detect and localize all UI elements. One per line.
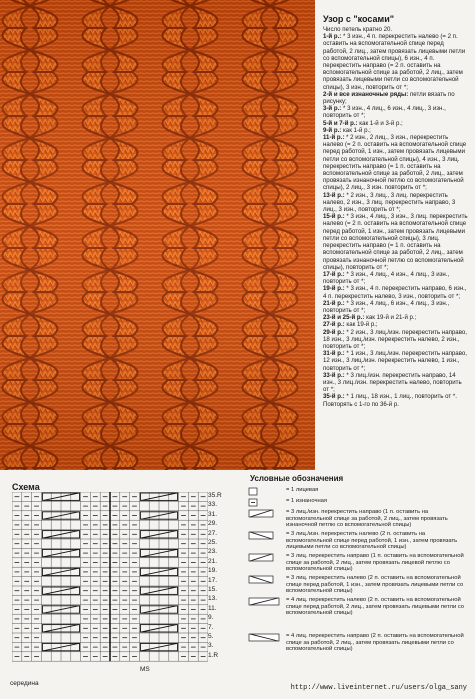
row-label: 5. — [208, 633, 214, 640]
row-label: 9. — [208, 614, 214, 622]
pattern-line: 31-й р.: * 1 изн., 3 лиц./изн. перекрестить направо, 12 изн., 3 лиц./изн. перекрестить налево, 1 изн., повторить от *; — [323, 350, 467, 372]
legend-symbol-c4r — [248, 597, 286, 607]
legend-text: = 4 лиц. перекрестить налево (2 п. оставить на вспомогательной спице перед работой, 2 лиц., затем провязать лицевыми петли со вспомогательной спицы) — [286, 597, 465, 617]
legend-text: = 3 лиц. перекрестить направо (1 п. оставить на вспомогательной спице за работой, 2 лиц., затем провязать лицевой петлю со вспомогательной спицы) — [286, 553, 464, 573]
legend-text: = 1 изнаночная — [286, 498, 328, 504]
knitted-sample-photo — [0, 0, 315, 470]
legend-title: Условные обозначения — [250, 474, 344, 483]
legend-item — [248, 597, 472, 617]
pattern-line: 15-й р.: * 3 изн., 4 лиц., 3 изн., 3 лиц. перекрестить налево (= 2 п. оставить на вспомогательной спице перед работой, 1 изн., затем провязать лицевыми петли со вспомогательной спицы), 3 лиц. перекрестить направо (= 1 п. оставить на вспомогательной спице за работой, 2 лиц., затем провязать изнаночной петлю со вспомогательной спицы), повторить от *; — [323, 213, 468, 271]
source-url: http://www.liveinternet.ru/users/olga_sany — [290, 684, 467, 692]
row-label: 21. — [208, 557, 218, 565]
legend-text: = 3 лиц. перекрестить налево (2 п. оставить на вспомогательной спице перед работой, 1 изн., затем провязать лицевыми петли со вспомогательной спицы) — [286, 575, 464, 595]
legend-text: = 3 лиц./изн. перекрестить направо (1 п. оставить на вспомогательной спице за работой, 2 лиц., затем провязать изнаночной петлю со вспомогательной спицы) — [286, 509, 448, 529]
row-label: 33. — [208, 501, 218, 509]
knitting-chart — [12, 492, 234, 678]
row-label: 25. — [208, 539, 218, 546]
pattern-line: Число петель кратно 20. — [323, 26, 393, 33]
legend-item — [248, 509, 472, 529]
pattern-instructions — [323, 14, 469, 474]
pattern-line: 29-й р.: * 2 изн., 3 лиц./изн. перекрестить направо, 18 изн., 3 лиц./изн. перекрестить налево, 2 изн., повторить от *; — [323, 328, 467, 350]
legend-symbol-dash — [248, 498, 286, 508]
pattern-line: 2-й и все изнаночные ряды: петли вязать по рисунку; — [323, 90, 455, 106]
legend-symbol-c4l — [248, 633, 286, 643]
pattern-line: 35-й р.: * 1 лиц., 18 изн., 1 лиц., повторить от *. Повторять с 1-го по 36-й р. — [323, 393, 457, 408]
row-label: 7. — [208, 623, 214, 631]
row-label: 23. — [208, 548, 218, 556]
legend-item — [248, 553, 472, 573]
pattern-line: 21-й р.: * 3 изн., 4 лиц., 6 изн., 4 лиц., 3 изн., повторить от *; — [323, 299, 450, 314]
pattern-line: 33-й р.: * 3 лиц./изн. перекрестить направо, 14 изн., 3 лиц./изн. перекрестить налево, повторить от *; — [323, 371, 462, 394]
chart-grid — [12, 492, 208, 662]
row-label: 31. — [208, 510, 218, 518]
row-label: 27. — [208, 529, 218, 537]
row-label: 11. — [208, 604, 217, 612]
legend-symbol-c3rk — [248, 553, 286, 563]
legend-item — [248, 575, 472, 595]
legend-item — [248, 487, 472, 497]
pattern-line: 13-й р.: * 2 изн., 3 лиц., 3 лиц. перекрестить налево, 2 изн., 3 лиц. перекрестить направо, 3 лиц., 3 изн., повторить от *; — [323, 191, 456, 214]
row-label: 1.R — [208, 651, 219, 659]
schema-title: Схема — [12, 482, 40, 492]
middle-label: середина — [10, 680, 39, 687]
pattern-body — [323, 26, 469, 408]
legend-text: = 1 лицевая — [286, 487, 319, 493]
row-label: 13. — [208, 595, 218, 603]
legend-symbol-c3l — [248, 531, 286, 541]
pattern-line: 3-й р.: * 3 изн., 4 лиц., 6 изн., 4 лиц., 3 изн., повторить от *; — [323, 105, 446, 120]
row-label: 35.R — [208, 492, 222, 499]
ms-label: MS — [140, 666, 150, 673]
row-label: 17. — [208, 576, 218, 584]
pattern-line: 19-й р.: * 3 изн., 4 п. перекрестить направо, 6 изн., 4 п. перекрестить налево, 3 изн., повторить от *; — [323, 285, 467, 300]
row-label: 3. — [208, 642, 214, 650]
row-label: 19. — [208, 567, 218, 575]
row-label: 29. — [208, 520, 218, 528]
pattern-line: 1-й р.: * 3 изн., 4 п. перекрестить налево (= 2 п. оставить на вспомогательной спице перед работой, 2 лиц., затем провязать лицевыми петли со вспомогательной спицы), 6 изн., 4 п. перекрестить направо (= 2 п. оставить на вспомогательной спице за работой, 2 лиц., затем провязать лицевыми петли со вспомогательной спицы), 3 изн., повторить от *; — [323, 33, 466, 91]
legend-item — [248, 498, 472, 508]
pattern-line: 27-й р.: как 19-й р.; — [323, 321, 378, 329]
symbol-legend — [248, 487, 472, 677]
legend-text: = 3 лиц./изн. перекрестить налево (2 п. оставить на вспомогательной спице перед работой, 1 изн., затем провязать лицевыми петли со вспомогательной спицы) — [286, 531, 458, 551]
knitted-cable-image — [0, 0, 315, 470]
pattern-line: 23-й и 25-й р.: как 19-й и 21-й р.; — [323, 314, 417, 322]
pattern-line: 11-й р.: * 2 изн., 2 лиц., 3 изн., перекрестить налево (= 2 п. оставить на вспомогательной спице перед работой, 1 изн., затем провязать лицевыми петли со вспомогательной спицы), 4 изн., 3 лиц. перекрестить направо (= 1 п. оставить на вспомогательной спице за работой, 2 лиц., затем провязать изнаночной петлю со вспомогательной спицы), 2 лиц., 3 изн. повторить от *; — [323, 134, 467, 192]
legend-symbol-c3r — [248, 509, 286, 519]
row-label: 15. — [208, 586, 218, 593]
legend-symbol-empty — [248, 487, 286, 497]
pattern-line: 5-й и 7-й р.: как 1-й и 3-й р.; — [323, 119, 403, 127]
legend-text: = 4 лиц. перекрестить направо (2 п. оставить на вспомогательной спице за работой, 2 лиц., затем провязать лицевыми петли со вспомогательной спицы) — [286, 633, 464, 653]
pattern-line: 17-й р.: * 3 изн., 4 лиц., 4 изн., 4 лиц., 3 изн., повторить от *; — [323, 270, 450, 286]
legend-item — [248, 633, 472, 653]
row-number-labels — [208, 492, 236, 662]
pattern-line: 9-й р.: как 1-й р.; — [323, 126, 371, 134]
legend-item — [248, 531, 472, 551]
pattern-title: Узор с "косами" — [323, 14, 395, 24]
legend-symbol-c3lk — [248, 575, 286, 585]
